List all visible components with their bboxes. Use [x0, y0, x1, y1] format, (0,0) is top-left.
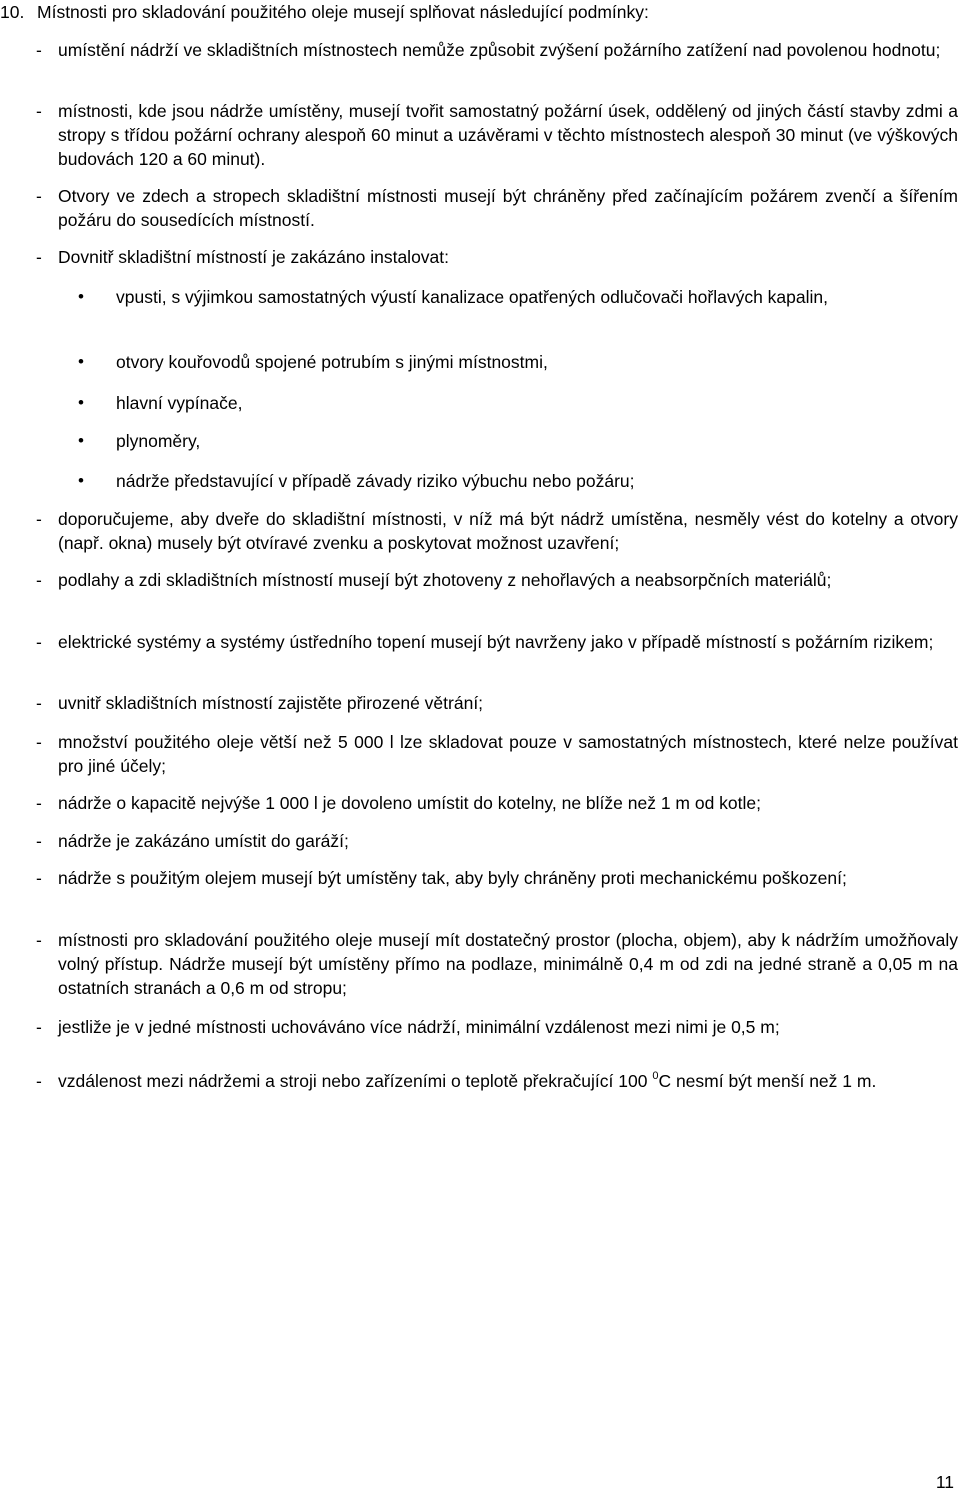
degree-superscript: 0 — [652, 1070, 659, 1083]
section-title: Místnosti pro skladování použitého oleje musejí splňovat následující podmínky: — [37, 2, 649, 22]
bullet-item — [78, 429, 958, 453]
dash-marker: - — [36, 632, 42, 652]
list-item — [36, 866, 958, 890]
last-item-text-start: vzdálenost mezi nádržemi a stroji nebo zařízeními o teplotě překračující 100 — [58, 1071, 653, 1091]
list-item-text: doporučujeme, aby dveře do skladištní místnosti, v níž má být nádrž umístěna, nesměly vést do kotelny a otvory (např. okna) musely být otvíravé zvenku a poskytovat možnost uzavření; — [58, 509, 958, 553]
bullet-marker: • — [78, 287, 84, 306]
list-item — [36, 791, 958, 815]
list-item — [36, 1069, 958, 1093]
bullet-item — [78, 285, 958, 309]
bullet-item — [78, 469, 958, 493]
list-item-text: nádrže je zakázáno umístit do garáží; — [58, 831, 349, 851]
list-item-text: umístění nádrží ve skladištních místnostech nemůže způsobit zvýšení požárního zatížení nad povolenou hodnotu; — [58, 40, 941, 60]
dash-marker: - — [36, 831, 42, 851]
list-item-text: uvnitř skladištních místností zajistěte přirozené větrání; — [58, 693, 484, 713]
bullet-marker: • — [78, 352, 84, 371]
list-item — [36, 691, 958, 715]
bullet-item-text: plynoměry, — [116, 431, 201, 451]
dash-marker: - — [36, 1017, 42, 1037]
dash-marker: - — [36, 868, 42, 888]
bullet-item — [78, 350, 958, 374]
dash-marker: - — [36, 247, 42, 267]
list-item — [36, 568, 958, 592]
list-item-text: nádrže s použitým olejem musejí být umístěny tak, aby byly chráněny proti mechanickému poškození; — [58, 868, 847, 888]
list-item-text: jestliže je v jedné místnosti uchováváno více nádrží, minimální vzdálenost mezi nimi je 0,5 m; — [58, 1017, 780, 1037]
dash-marker: - — [36, 101, 42, 121]
list-item — [36, 829, 958, 853]
dash-marker: - — [36, 793, 42, 813]
list-item-text: Otvory ve zdech a stropech skladištní místnosti musejí být chráněny před začínajícím požárem zvenčí a šířením požáru do sousedících místností. — [58, 186, 958, 230]
list-item — [36, 928, 958, 1000]
bullet-marker: • — [78, 393, 84, 412]
list-item-text: podlahy a zdi skladištních místností musejí být zhotoveny z nehořlavých a neabsorpčních materiálů; — [58, 570, 832, 590]
section-number: 10. — [0, 2, 25, 22]
list-item — [36, 730, 958, 778]
dash-marker: - — [36, 570, 42, 590]
dash-marker: - — [36, 732, 42, 752]
page-number: 11 — [935, 1472, 954, 1492]
bullet-marker: • — [78, 431, 84, 450]
list-item — [36, 184, 958, 232]
list-item — [36, 245, 958, 269]
list-item — [36, 1015, 958, 1039]
list-item-text: nádrže o kapacitě nejvýše 1 000 l je dovoleno umístit do kotelny, ne blíže než 1 m od kotle; — [58, 793, 762, 813]
dash-marker: - — [36, 40, 42, 60]
bullet-item-text: otvory kouřovodů spojené potrubím s jinými místnostmi, — [116, 352, 548, 372]
list-item — [36, 630, 958, 654]
dash-marker: - — [36, 693, 42, 713]
bullet-item-text: vpusti, s výjimkou samostatných výustí kanalizace opatřených odlučovači hořlavých kapalin, — [116, 287, 829, 307]
list-item — [36, 38, 958, 62]
bullet-marker: • — [78, 471, 84, 490]
dash-marker: - — [36, 186, 42, 206]
list-item — [36, 99, 958, 171]
list-item — [36, 507, 958, 555]
list-item-text — [58, 1069, 958, 1093]
dash-marker: - — [36, 930, 42, 950]
list-item-text: místnosti, kde jsou nádrže umístěny, musejí tvořit samostatný požární úsek, oddělený od jiných částí stavby zdmi a stropy s třídou požární ochrany alespoň 60 minut a uzávěrami v těchto místnostech alespoň 30 minut (ve výškových budovách 120 a 60 minut). — [58, 101, 958, 169]
section-heading — [0, 0, 950, 24]
list-item-text: Dovnitř skladištní místností je zakázáno instalovat: — [58, 247, 450, 267]
bullet-item — [78, 391, 958, 415]
list-item-text: místnosti pro skladování použitého oleje musejí mít dostatečný prostor (plocha, objem), aby k nádržím umožňovaly volný přístup. Nádrže musejí být umístěny přímo na podlaze, minimálně 0,4 m od zdi na jedné straně a 0,05 m na ostatních stranách a 0,6 m od stropu; — [58, 930, 958, 998]
dash-marker: - — [36, 509, 42, 529]
bullet-item-text: hlavní vypínače, — [116, 393, 243, 413]
list-item-text: elektrické systémy a systémy ústředního topení musejí být navrženy jako v případě místností s požárním rizikem; — [58, 632, 934, 652]
list-item-text: množství použitého oleje větší než 5 000 l lze skladovat pouze v samostatných místnostech, které nelze používat pro jiné účely; — [58, 732, 958, 776]
bullet-item-text: nádrže představující v případě závady riziko výbuchu nebo požáru; — [116, 471, 635, 491]
dash-marker: - — [36, 1071, 42, 1091]
last-item-text-end: C nesmí být menší než 1 m. — [658, 1071, 877, 1091]
